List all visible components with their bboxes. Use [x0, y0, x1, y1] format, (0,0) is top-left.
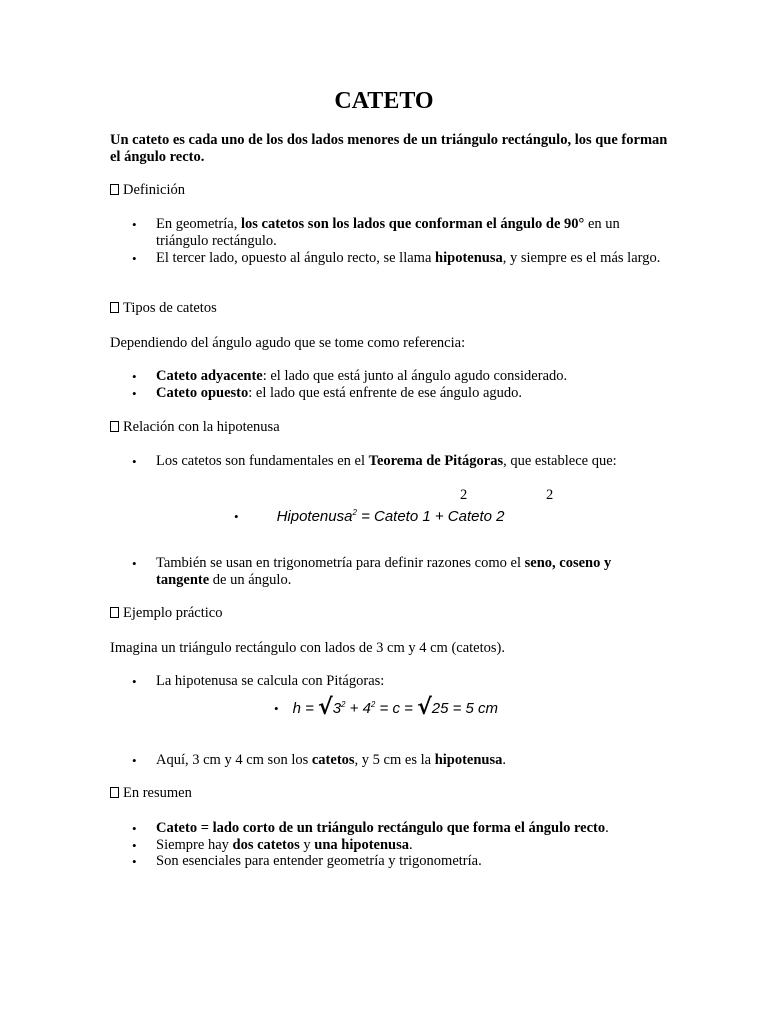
list-item-text: Los catetos son fundamentales en el Teorema de Pitágoras, que establece que:: [156, 453, 617, 469]
bullet-icon: •: [132, 454, 137, 469]
page-title: CATETO: [334, 88, 434, 114]
list-item-text: Siempre hay dos catetos y una hipotenusa.: [156, 837, 413, 853]
missing-glyph-icon: [110, 421, 119, 432]
missing-glyph-icon: [110, 607, 119, 618]
bullet-icon: •: [274, 701, 279, 716]
missing-glyph-icon: [110, 302, 119, 313]
section-heading-resumen: En resumen: [110, 785, 192, 802]
square-root-icon: √: [417, 695, 432, 720]
list-item-text: Son esenciales para entender geometría y trigonometría.: [156, 853, 482, 869]
section-heading-ejemplo: Ejemplo práctico: [110, 605, 222, 622]
list-item-text: Cateto = lado corto de un triángulo rectángulo que forma el ángulo recto.: [156, 820, 609, 836]
square-root-icon: √: [318, 695, 333, 720]
section-heading-definicion: Definición: [110, 182, 185, 199]
list-item-text: El tercer lado, opuesto al ángulo recto, se llama hipotenusa, y siempre es el más largo.: [156, 250, 661, 266]
bullet-icon: •: [132, 556, 137, 571]
bullet-icon: •: [132, 369, 137, 384]
list-item-text: Cateto opuesto: el lado que está enfrente de ese ángulo agudo.: [156, 385, 523, 401]
list-item-text: En geometría, los catetos son los lados que conforman el ángulo de 90° en un triángulo rectángulo.: [156, 216, 620, 249]
list-item-text: La hipotenusa se calcula con Pitágoras:: [156, 673, 385, 689]
equation-pythagoras: • Hipotenusa$^2$ = Cateto 1 + Cateto 2: [234, 508, 505, 525]
paragraph: Dependiendo del ángulo agudo que se tome como referencia:: [110, 335, 466, 351]
list-item-text: Aquí, 3 cm y 4 cm son los catetos, y 5 cm es la hipotenusa.: [156, 752, 507, 768]
bullet-icon: •: [132, 674, 137, 689]
paragraph: Imagina un triángulo rectángulo con lados de 3 cm y 4 cm (catetos).: [110, 640, 505, 656]
bullet-icon: •: [132, 217, 137, 232]
section-heading-relacion: Relación con la hipotenusa: [110, 419, 280, 436]
exponent-label: 2: [460, 487, 468, 503]
equation-example: • $h = √3^2 + 4^2 = c = √25 = 5$ cm: [274, 695, 499, 720]
bullet-icon: •: [132, 821, 137, 836]
bullet-icon: •: [132, 251, 137, 266]
bullet-icon: •: [132, 386, 137, 401]
missing-glyph-icon: [110, 787, 119, 798]
missing-glyph-icon: [110, 184, 119, 195]
section-heading-tipos: Tipos de catetos: [110, 300, 217, 317]
list-item-text: Cateto adyacente: el lado que está junto al ángulo agudo considerado.: [156, 368, 568, 384]
bullet-icon: •: [132, 753, 137, 768]
intro-paragraph: Un cateto es cada uno de los dos lados menores de un triángulo rectángulo, los que forman el ángulo recto.: [110, 132, 668, 165]
exponent-label: 2: [546, 487, 554, 503]
bullet-icon: •: [132, 838, 137, 853]
bullet-icon: •: [132, 854, 137, 869]
bullet-icon: •: [234, 509, 239, 524]
list-item-text: También se usan en trigonometría para definir razones como el seno, coseno y tangente de un ángulo.: [156, 555, 612, 588]
